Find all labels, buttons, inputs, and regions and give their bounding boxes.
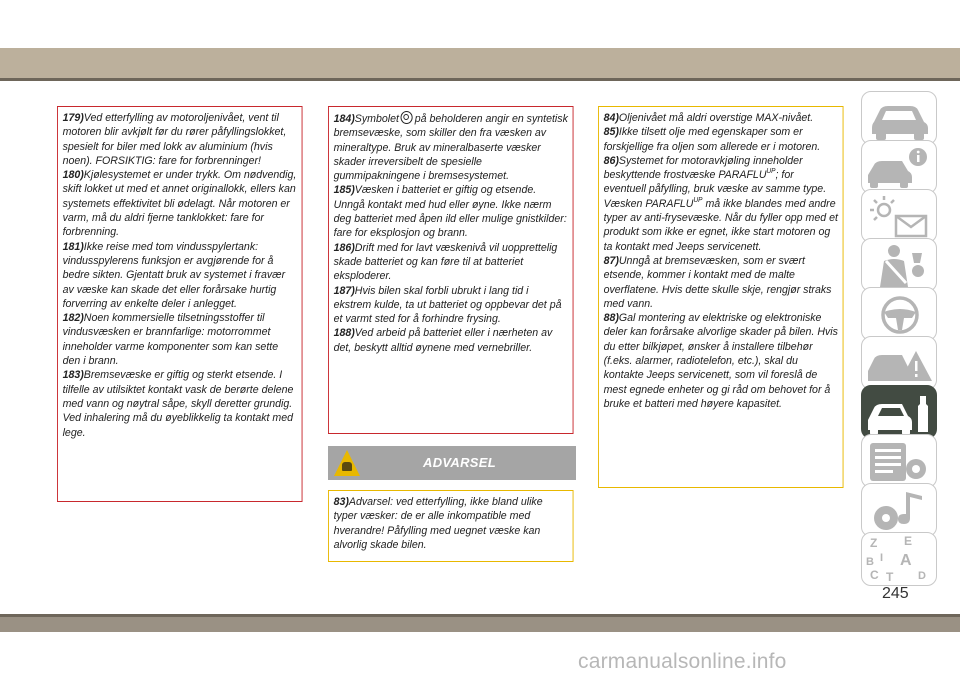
index-letter: I bbox=[880, 552, 884, 564]
tab-multimedia[interactable] bbox=[861, 483, 937, 537]
tab-maintenance[interactable] bbox=[861, 385, 937, 439]
warning-title: ADVARSEL bbox=[423, 455, 496, 470]
car-info-icon bbox=[862, 141, 938, 195]
note-181: 181)Ikke reise med tom vindusspylertank: vindusspylerens funksjon er avgjørende for å bedre sikten. Gjentatt bruk av systemet i fravær av væske kan skade det eller forårsake hurtig forverring av enkelte deler i anlegget. bbox=[62, 240, 286, 310]
note-180: 180)Kjølesystemet er under trykk. Om nødvendig, skift lokket ut med et annet originallokk, ellers kan systemets effektivitet bli ødelagt. Når motoren er varm, må du aldri fjerne tanklokket: fare for forbrenning. bbox=[62, 169, 297, 239]
car-hazard-icon bbox=[862, 337, 938, 391]
note-87: 87)Unngå at bremsevæsken, som er svært etsende, kommer i kontakt med de malte overflatene. Hvis dette skulle skje, rengjør straks med vann. bbox=[603, 254, 832, 310]
warning-triangle-icon bbox=[334, 450, 360, 476]
note-185: 185)Væsken i batteriet er giftig og etsende. Unngå kontakt med hud eller øyne. Ikke nærm deg batteriet med åpen ild eller mulige gnistkilder: fare for eksplosjon og brann. bbox=[333, 184, 567, 240]
header-band bbox=[0, 48, 960, 78]
car-top-icon bbox=[862, 92, 938, 146]
watermark: carmanualsonline.info bbox=[578, 650, 787, 673]
note-188: 188)Ved arbeid på batteriet eller i nærheten av det, beskytt alltid øynene med vernebriller. bbox=[333, 327, 553, 354]
index-letter: T bbox=[886, 570, 894, 584]
note-86: 86)Systemet for motoravkjøling inneholder beskyttende frostvæske $PARAFLU^{UP}$; for eventuell påfylling, bruk væske av samme type. Væsken $PARAFLU^{UP}$ må ikke blandes med andre typer av anti-frysevæske. Når du fyller opp med et produkt som ikke er egnet, ikke start motoren og ta kontakt med Jeeps servicenett. bbox=[603, 154, 838, 253]
note-186: 186)Drift med for lavt væskenivå vil uopprettelig skade batteriet og kan føre til at batteriet eksploderer. bbox=[333, 241, 558, 283]
note-183: 183)Bremsevæske er giftig og sterkt etsende. I tilfelle av utilsiktet kontakt vask de berørte delene med vann og nøytral såpe, skyll deretter grundig. Ved inhalering må du øyeblikkelig ta kontakt med lege. bbox=[62, 369, 294, 439]
index-letter: D bbox=[918, 570, 926, 582]
note-179: 179)Ved etterfylling av motoroljenivået, vent til motoren blir avkjølt før du rører påfyllingslokket, spesielt for biler med lokk av aluminium (hvis noen). FORSIKTIG: fare for forbrenninger! bbox=[62, 112, 287, 167]
index-letter: B bbox=[866, 556, 874, 568]
caution-box bbox=[598, 106, 844, 488]
index-letter: A bbox=[900, 552, 912, 569]
tab-car-top[interactable] bbox=[861, 91, 937, 145]
page-number: 245 bbox=[882, 585, 909, 602]
index-letter: Z bbox=[870, 536, 878, 550]
tab-steering[interactable] bbox=[861, 287, 937, 341]
note-187: 187)Hvis bilen skal forbli ubrukt i lang tid i ekstrem kulde, ta ut batteriet og oppbevar det på et varmt sted for å forhindre frysing. bbox=[333, 284, 562, 326]
seat-belt-icon bbox=[862, 239, 938, 293]
header-rule bbox=[0, 78, 960, 81]
index-icon bbox=[862, 533, 938, 587]
warning-83: 83)Advarsel: ved etterfylling, ikke bland ulike typer væsker: de er alle inkompatible med hverandre! Påfylling med uegnet væske kan alvorlig skade bilen. bbox=[333, 496, 543, 551]
footer-band bbox=[0, 617, 960, 632]
note-184: 184)Symbolet på beholderen angir en syntetisk bremsevæske, som skiller den fra væsken av mineraltype. Bruk av mineralbaserte væsker skader irreversibelt de spesielle gummipakningene i bremsesystemet. bbox=[333, 113, 568, 183]
index-letter: E bbox=[904, 534, 913, 548]
note-box-2 bbox=[328, 106, 574, 434]
warning-box bbox=[328, 490, 574, 562]
chapter-sidebar bbox=[861, 91, 937, 584]
tab-seat-belt[interactable] bbox=[861, 238, 937, 292]
warning-header bbox=[328, 446, 576, 480]
warning-lights-icon bbox=[862, 190, 938, 244]
specifications-icon bbox=[862, 435, 938, 489]
index-letter: C bbox=[870, 568, 879, 582]
multimedia-icon bbox=[862, 484, 938, 538]
tab-car-info[interactable] bbox=[861, 140, 937, 194]
tab-specifications[interactable] bbox=[861, 434, 937, 488]
tab-index[interactable] bbox=[861, 532, 937, 586]
car-wrench-icon bbox=[862, 386, 938, 440]
steering-wheel-icon bbox=[862, 288, 938, 342]
note-88: 88)Gal montering av elektriske og elektroniske deler kan forårsake alvorlige skader på bilen. Hvis du etter bilkjøpet, ønsker å installere tilbehør (f.eks. alarmer, radiotelefon, etc.), skal du kontakte Jeeps servicenett, som vil foreslå de mest egnede enheter og gi råd om behovet for å bruke et batteri med høyere kapasitet. bbox=[603, 312, 838, 410]
note-85: 85)Ikke tilsett olje med egenskaper som er forskjellige fra oljen som allerede er i motoren. bbox=[603, 126, 821, 153]
note-182: 182)Noen kommersielle tilsetningsstoffer til vindusvæsken er brannfarlige: motorrommet inneholder varme komponenter som kan sette den i brann. bbox=[62, 312, 279, 368]
tab-warning-lights[interactable] bbox=[861, 189, 937, 243]
brake-fluid-symbol-icon bbox=[401, 111, 413, 124]
note-box-1 bbox=[57, 106, 303, 502]
note-84: 84)Oljenivået må aldri overstige MAX-nivået. bbox=[603, 112, 814, 124]
tab-car-hazard[interactable] bbox=[861, 336, 937, 390]
